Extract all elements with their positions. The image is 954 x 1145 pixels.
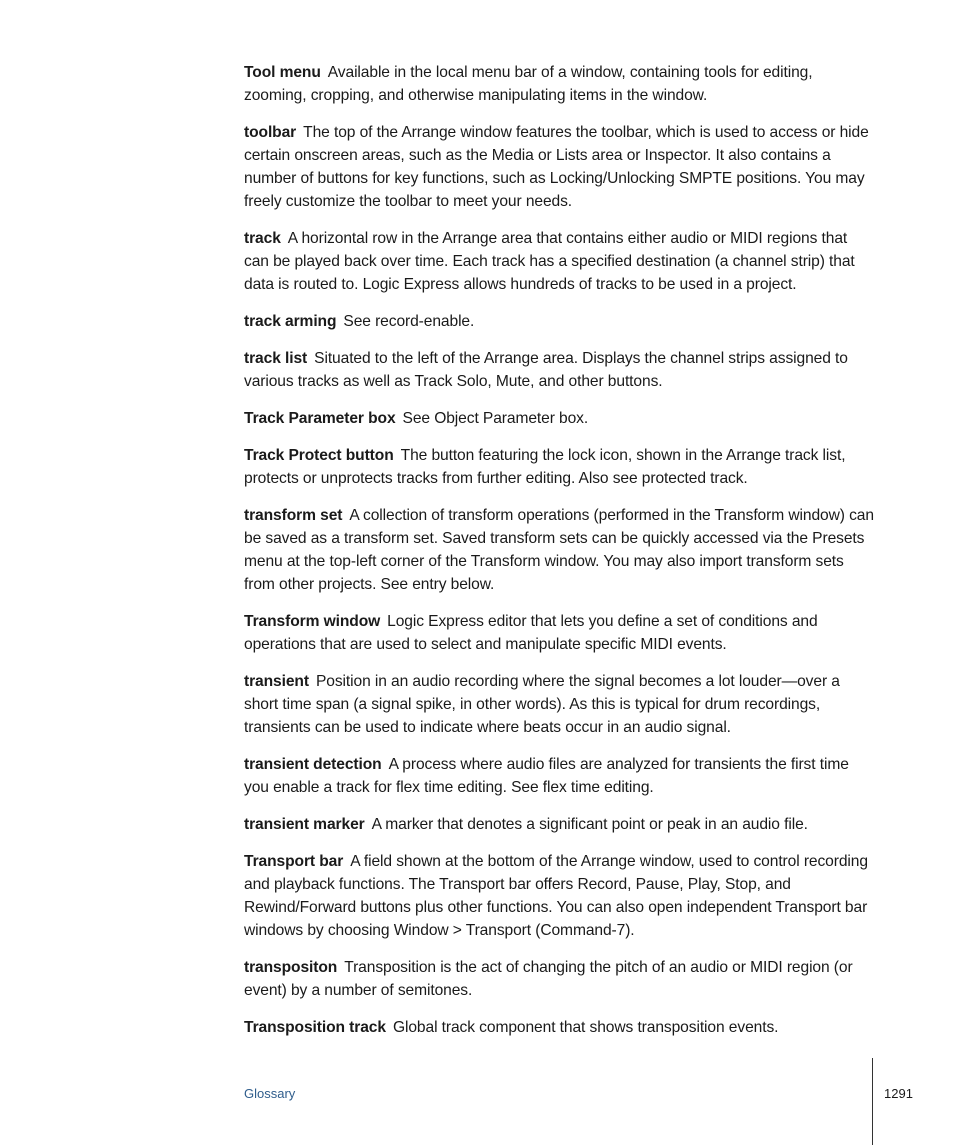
glossary-entry: [244, 61, 876, 107]
entry-term: Transposition track: [244, 1019, 386, 1036]
entry-definition: Situated to the left of the Arrange area. Displays the channel strips assigned to various tracks as well as Track Solo, Mute, and other buttons.: [244, 350, 848, 390]
entry-definition: Transposition is the act of changing the pitch of an audio or MIDI region (or event) by a number of semitones.: [244, 959, 853, 999]
glossary-entry: [244, 956, 876, 1002]
entry-definition: See Object Parameter box.: [402, 410, 589, 427]
entry-definition: See record-enable.: [343, 313, 475, 330]
entry-term: Track Parameter box: [244, 410, 396, 427]
entry-term: Tool menu: [244, 64, 321, 81]
glossary-entry: [244, 670, 876, 739]
entry-definition: The button featuring the lock icon, shown in the Arrange track list, protects or unprotects tracks from further editing. Also see protected track.: [244, 447, 846, 487]
entry-definition: A process where audio files are analyzed for transients the first time you enable a track for flex time editing. See flex time editing.: [244, 756, 849, 796]
entry-definition: Global track component that shows transposition events.: [392, 1019, 779, 1036]
glossary-entry: [244, 504, 876, 596]
entry-term: Transport bar: [244, 853, 344, 870]
glossary-entries: [244, 61, 876, 1053]
page-number: 1291: [884, 1086, 913, 1101]
entry-definition: Position in an audio recording where the signal becomes a lot louder—over a short time span (a signal spike, in other words). As this is typical for drum recordings, transients can be used to indicate where beats occur in an audio signal.: [244, 673, 840, 736]
entry-definition: A field shown at the bottom of the Arrange window, used to control recording and playback functions. The Transport bar offers Record, Pause, Play, Stop, and Rewind/Forward buttons plus other functions. You can also open independent Transport bar windows by choosing Window > Transport (Command-7).: [244, 853, 868, 939]
entry-definition: A collection of transform operations (performed in the Transform window) can be saved as a transform set. Saved transform sets can be quickly accessed via the Presets menu at the top-left corner of the Transform window. You may also import transform sets from other projects. See entry below.: [244, 507, 874, 593]
entry-term: Track Protect button: [244, 447, 394, 464]
entry-term: transient detection: [244, 756, 382, 773]
entry-term: track: [244, 230, 281, 247]
glossary-entry: [244, 121, 876, 213]
glossary-entry: [244, 347, 876, 393]
glossary-entry: [244, 610, 876, 656]
entry-definition: A marker that denotes a significant point or peak in an audio file.: [371, 816, 808, 833]
entry-term: transpositon: [244, 959, 338, 976]
glossary-entry: [244, 227, 876, 296]
entry-definition: The top of the Arrange window features the toolbar, which is used to access or hide certain onscreen areas, such as the Media or Lists area or Inspector. It also contains a number of buttons for key functions, such as Locking/Unlocking SMPTE positions. You may freely customize the toolbar to meet your needs.: [244, 124, 869, 210]
entry-definition: Logic Express editor that lets you define a set of conditions and operations that are used to select and manipulate specific MIDI events.: [244, 613, 818, 653]
footer-section-label: Glossary: [244, 1086, 296, 1101]
glossary-entry: [244, 444, 876, 490]
footer-divider: [872, 1058, 873, 1145]
glossary-entry: [244, 407, 876, 430]
entry-term: toolbar: [244, 124, 297, 141]
glossary-entry: [244, 1016, 876, 1039]
entry-term: transient: [244, 673, 309, 690]
entry-definition: Available in the local menu bar of a window, containing tools for editing, zooming, cropping, and otherwise manipulating items in the window.: [244, 64, 813, 104]
entry-term: track arming: [244, 313, 337, 330]
glossary-entry: [244, 310, 876, 333]
entry-term: track list: [244, 350, 308, 367]
glossary-entry: [244, 753, 876, 799]
entry-term: Transform window: [244, 613, 381, 630]
entry-term: transient marker: [244, 816, 365, 833]
entry-definition: A horizontal row in the Arrange area that contains either audio or MIDI regions that can be played back over time. Each track has a specified destination (a channel strip) that data is routed to. Logic Express allows hundreds of tracks to be used in a project.: [244, 230, 855, 293]
glossary-entry: [244, 850, 876, 942]
glossary-entry: [244, 813, 876, 836]
entry-term: transform set: [244, 507, 343, 524]
